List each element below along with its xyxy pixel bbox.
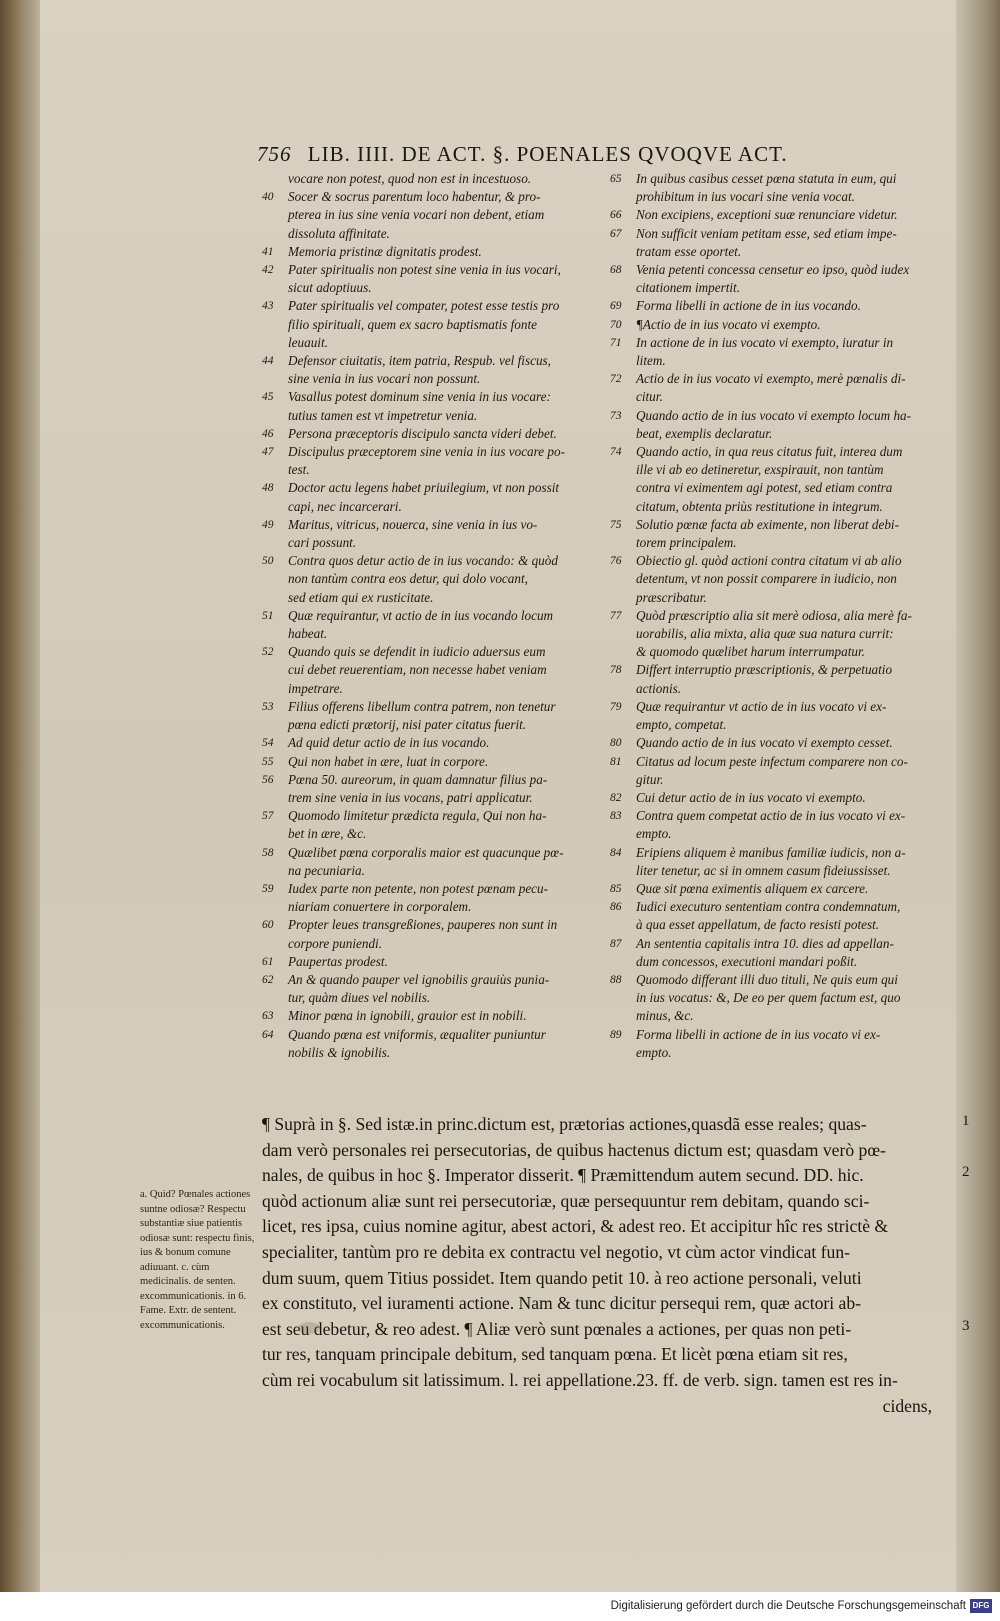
- entry-text: Quomodo differant illi duo tituli, Ne quis eum qui: [636, 971, 898, 987]
- summary-entry: [262, 807, 592, 843]
- summary-entry: [262, 844, 592, 880]
- entry-number: [262, 989, 288, 1007]
- entry-number: [610, 1044, 636, 1062]
- footer-credit: Digitalisierung gefördert durch die Deutsche Forschungsgemeinschaft: [610, 1600, 966, 1612]
- entry-text: Minor pœna in ignobili, grauior est in nobili.: [288, 1008, 527, 1024]
- entry-number: [262, 461, 288, 479]
- running-header: [257, 142, 897, 167]
- entry-text: trem sine venia in ius vocans, patri applicatur.: [288, 789, 533, 805]
- entry-text: In quibus casibus cesset pœna statuta in eum, qui: [636, 171, 897, 186]
- summary-entry: [262, 698, 592, 734]
- entry-number: 41: [262, 245, 274, 258]
- entry-text: Socer & socrus parentum loco habentur, & pro-: [288, 189, 541, 205]
- entry-text: pterea in ius sine venia vocari non debent, etiam: [288, 207, 545, 223]
- entry-text: Pater spiritualis vel compater, potest esse testis pro: [288, 298, 560, 314]
- entry-text: Maritus, vitricus, nouerca, sine venia in ius vo-: [288, 516, 538, 532]
- entry-number: [610, 771, 636, 789]
- entry-text: An & quando pauper vel ignobilis grauiùs punia-: [288, 971, 550, 987]
- page-edges: [956, 0, 1000, 1621]
- summary-entry: [262, 971, 592, 1007]
- summary-entry: [610, 407, 950, 443]
- summary-entry: [262, 425, 592, 443]
- page-number: 756: [257, 142, 292, 166]
- entry-number: 75: [610, 518, 622, 531]
- summary-entry: [610, 1026, 950, 1062]
- entry-number: [262, 589, 288, 607]
- entry-number: 65: [610, 173, 622, 185]
- entry-number: [262, 334, 288, 352]
- entry-text: Non excipiens, exceptioni suæ renunciare videtur.: [636, 207, 898, 223]
- entry-text: Quòd præscriptio alia sit merè odiosa, alia merè fa-: [636, 607, 912, 623]
- entry-number: 86: [610, 901, 622, 914]
- summary-entry: [610, 698, 950, 734]
- summary-entry: [262, 479, 592, 515]
- entry-text: empto.: [636, 826, 672, 842]
- summary-entry: [610, 734, 950, 752]
- entry-number: [610, 388, 636, 406]
- entry-text: Quomodo limitetur prædicta regula, Qui non ha-: [288, 808, 547, 824]
- entry-text: Actio de in ius vocato vi exempto, merè pœnalis di-: [636, 371, 906, 387]
- entry-text: gitur.: [636, 771, 664, 787]
- entry-text: An sententia capitalis intra 10. dies ad appellan-: [636, 935, 894, 951]
- summary-entry: [610, 789, 950, 807]
- entry-number: [610, 279, 636, 297]
- entry-number: 79: [610, 700, 622, 713]
- summary-entry: [262, 643, 592, 698]
- entry-number: 68: [610, 264, 622, 277]
- entry-text: præscribatur.: [636, 589, 707, 605]
- entry-number: [262, 661, 288, 679]
- entry-text: contra vi eximentem agi potest, sed etiam contra: [636, 480, 893, 496]
- entry-number: 56: [262, 773, 274, 786]
- entry-text: In actione de in ius vocato vi exempto, iuratur in: [636, 334, 894, 350]
- entry-text: cari possunt.: [288, 535, 357, 551]
- entry-number: 54: [262, 737, 274, 750]
- summary-entry: [262, 188, 592, 243]
- entry-number: [262, 716, 288, 734]
- summary-entry: [262, 1007, 592, 1025]
- summary-entry: [262, 1026, 592, 1062]
- entry-text: Venia petenti concessa censetur eo ipso, quòd iudex: [636, 262, 910, 278]
- entry-text: minus, &c.: [636, 1008, 694, 1024]
- entry-number: [262, 498, 288, 516]
- entry-text: Quando actio de in ius vocato vi exempto locum ha-: [636, 407, 912, 423]
- entry-text: tur, quàm diues vel nobilis.: [288, 990, 431, 1006]
- entry-text: niariam conuertere in corporalem.: [288, 899, 472, 915]
- summary-entry: [262, 443, 592, 479]
- summary-entry: [610, 971, 950, 1026]
- entry-text: Quæ requirantur vt actio de in ius vocato vi ex-: [636, 698, 887, 714]
- entry-number: 50: [262, 555, 274, 568]
- entry-number: [610, 498, 636, 516]
- summary-entry: [610, 661, 950, 697]
- entry-number: [610, 570, 636, 588]
- entry-number: 70: [610, 318, 622, 331]
- entry-text: ¶Actio de in ius vocato vi exempto.: [636, 316, 821, 332]
- summary-entry: [262, 916, 592, 952]
- entry-number: 60: [262, 919, 274, 932]
- entry-number: [262, 279, 288, 297]
- entry-text: non tantùm contra eos detur, qui dolo vocant,: [288, 571, 528, 587]
- entry-number: [610, 534, 636, 552]
- entry-number: 51: [262, 609, 274, 622]
- entry-text: citatum, obtenta priùs restitutione in integrum.: [636, 498, 883, 514]
- summary-entry: [262, 352, 592, 388]
- entry-text: impetrare.: [288, 680, 343, 696]
- entry-text: filio spirituali, quem ex sacro baptismatis fonte: [288, 316, 537, 332]
- entry-text: Iudex parte non petente, non potest pœnam pecu-: [288, 880, 549, 896]
- entry-text: Contra quem competat actio de in ius vocato vi ex-: [636, 808, 906, 824]
- entry-number: 46: [262, 427, 274, 440]
- entry-text: tratam esse oportet.: [636, 243, 742, 259]
- entry-number: [610, 479, 636, 497]
- entry-number: [262, 206, 288, 224]
- entry-number: [262, 825, 288, 843]
- entry-text: leuauit.: [288, 334, 328, 350]
- text-line: est seu debetur, & reo adest. ¶ Aliæ verò sunt pœnales a actiones, per quas non peti-: [262, 1318, 852, 1339]
- entry-number: [610, 643, 636, 661]
- entry-number: [610, 425, 636, 443]
- entry-number: 74: [610, 446, 622, 459]
- entry-text: Paupertas prodest.: [288, 953, 388, 969]
- entry-text: sicut adoptiuus.: [288, 280, 372, 296]
- entry-number: [262, 316, 288, 334]
- entry-text: pœna edicti prætorij, nisi pater citatus fuerit.: [288, 717, 527, 733]
- entry-number: [262, 170, 288, 188]
- margin-number: 2: [962, 1164, 970, 1180]
- text-line: dam verò personales rei persecutorias, de quibus hactenus dictum est; quasdam verò pœ-: [262, 1139, 886, 1160]
- entry-number: 73: [610, 409, 622, 422]
- entry-number: [262, 570, 288, 588]
- text-line: ex constituto, vel iuramenti actione. Nam & tunc dicitur persequi rem, quæ actori ab-: [262, 1293, 861, 1314]
- entry-number: 64: [262, 1028, 274, 1041]
- entry-number: 67: [610, 227, 622, 240]
- running-title: LIB. IIII. DE ACT. §. POENALES QVOQVE ACT.: [307, 142, 788, 166]
- entry-number: [610, 680, 636, 698]
- entry-number: 88: [610, 973, 622, 986]
- entry-number: 53: [262, 700, 274, 713]
- entry-number: 76: [610, 555, 622, 568]
- entry-number: [262, 935, 288, 953]
- entry-text: Vasallus potest dominum sine venia in ius vocare:: [288, 389, 551, 405]
- entry-number: 49: [262, 518, 274, 531]
- entry-number: 81: [610, 755, 622, 768]
- text-line: cidens,: [882, 1395, 932, 1416]
- summary-entry: [262, 607, 592, 643]
- entry-text: Quando pœna est vniformis, æqualiter puniuntur: [288, 1026, 546, 1042]
- entry-number: 57: [262, 810, 274, 823]
- entry-text: Differt interruptio præscriptionis, & perpetuatio: [636, 662, 893, 678]
- entry-text: Contra quos detur actio de in ius vocando: & quòd: [288, 553, 558, 569]
- summary-entry: [610, 880, 950, 898]
- entry-text: Cui detur actio de in ius vocato vi exempto.: [636, 789, 866, 805]
- text-line: licet, res ipsa, cuius nomine agitur, abest actori, & adest reo. Et accipitur hîc res strictè &: [262, 1216, 889, 1237]
- entry-text: Obiectio gl. quòd actioni contra citatum vi ab alio: [636, 553, 902, 569]
- summary-entry: [610, 516, 950, 552]
- summary-right-column: [610, 170, 950, 1062]
- entry-number: [610, 916, 636, 934]
- ink-smudge: [298, 1322, 320, 1334]
- entry-number: 61: [262, 955, 274, 968]
- entry-number: [262, 1044, 288, 1062]
- summary-entry: [262, 261, 592, 297]
- entry-text: Forma libelli in actione de in ius vocando.: [636, 298, 861, 314]
- entry-text: Quæ sit pœna eximentis aliquem ex carcere.: [636, 880, 869, 896]
- entry-number: [610, 352, 636, 370]
- digitization-footer: [0, 1592, 1000, 1621]
- entry-number: [262, 370, 288, 388]
- entry-text: Doctor actu legens habet priuilegium, vt non possit: [288, 480, 560, 496]
- summary-entry: [610, 334, 950, 370]
- entry-number: 77: [610, 609, 622, 622]
- entry-number: [262, 898, 288, 916]
- entry-number: [262, 680, 288, 698]
- entry-number: 87: [610, 937, 622, 950]
- entry-text: Quando actio de in ius vocato vi exempto cesset.: [636, 735, 893, 751]
- entry-number: 44: [262, 355, 274, 368]
- summary-entry: [610, 552, 950, 607]
- entry-number: 78: [610, 664, 622, 677]
- entry-text: Persona præceptoris discipulo sancta videri debet.: [288, 425, 557, 441]
- entry-number: 45: [262, 391, 274, 404]
- entry-text: dissoluta affinitate.: [288, 225, 390, 241]
- entry-number: [610, 953, 636, 971]
- text-line: cùm rei vocabulum sit latissimum. l. rei appellatione.23. ff. de verb. sign. tamen est res in-: [262, 1369, 898, 1390]
- text-line: specialiter, tantùm pro re debita ex contractu vel negotio, vt cùm actor vindicat fun-: [262, 1241, 850, 1262]
- entry-number: 48: [262, 482, 274, 495]
- entry-number: [610, 989, 636, 1007]
- entry-number: [610, 243, 636, 261]
- entry-text: Pœna 50. aureorum, in quam damnatur filius pa-: [288, 771, 548, 787]
- entry-number: 72: [610, 373, 622, 386]
- entry-number: [610, 188, 636, 206]
- entry-text: Pater spiritualis non potest sine venia in ius vocari,: [288, 262, 561, 278]
- entry-number: [610, 716, 636, 734]
- entry-number: 85: [610, 882, 622, 895]
- summary-left-column: [262, 170, 592, 1062]
- main-text: [262, 1112, 932, 1419]
- entry-text: citationem impertit.: [636, 280, 741, 296]
- entry-number: 80: [610, 737, 622, 750]
- entry-text: beat, exemplis declaratur.: [636, 425, 773, 441]
- entry-text: Propter leues transgreßiones, pauperes non sunt in: [288, 917, 558, 933]
- entry-text: Quando quis se defendit in iudicio aduersus eum: [288, 644, 546, 660]
- entry-text: Solutio pœnæ facta ab eximente, non liberat debi-: [636, 516, 899, 532]
- entry-text: sine venia in ius vocari non possunt.: [288, 371, 481, 387]
- entry-text: Ad quid detur actio de in ius vocando.: [288, 735, 490, 751]
- summary-entry: [610, 316, 950, 334]
- entry-number: [262, 862, 288, 880]
- summary-entry: [262, 170, 592, 188]
- entry-number: 52: [262, 646, 274, 659]
- summary-entry: [262, 753, 592, 771]
- entry-text: litem.: [636, 353, 666, 369]
- summary-entry: [262, 552, 592, 607]
- summary-entry: [610, 297, 950, 315]
- text-line: dum suum, quem Titius possidet. Item quando petit 10. à reo actione personali, veluti: [262, 1267, 862, 1288]
- entry-text: Qui non habet in ære, luat in corpore.: [288, 753, 489, 769]
- entry-text: & quomodo quælibet harum interrumpatur.: [636, 644, 865, 660]
- summary-entry: [610, 807, 950, 843]
- entry-text: Memoria pristinæ dignitatis prodest.: [288, 243, 482, 259]
- entry-text: Forma libelli in actione de in ius vocato vi ex-: [636, 1026, 881, 1042]
- summary-entry: [262, 516, 592, 552]
- entry-text: à qua esset appellatum, de facto resisti potest.: [636, 917, 880, 933]
- entry-text: actionis.: [636, 680, 682, 696]
- entry-number: 62: [262, 973, 274, 986]
- entry-number: 40: [262, 191, 274, 204]
- entry-number: 47: [262, 446, 274, 459]
- entry-number: 69: [610, 300, 622, 313]
- entry-text: Discipulus præceptorem sine venia in ius vocare po-: [288, 444, 566, 460]
- margin-number: 1: [962, 1113, 970, 1129]
- summary-entry: [610, 844, 950, 880]
- margin-number: 3: [962, 1318, 970, 1334]
- marginal-note: a. Quid? Pœnales actiones suntne odiosæ? Respectu substantiæ siue patientis odiosæ sunt: respectu finis, ius & bonum comune adiuuant. c. cùm medicinalis. de senten. excommunicationis. in 6. Fame. Extr. de sentent. excommunicationis.: [140, 1189, 255, 1331]
- entry-number: 42: [262, 264, 274, 277]
- entry-number: [262, 534, 288, 552]
- summary-entry: [262, 297, 592, 352]
- entry-text: na pecuniaria.: [288, 862, 365, 878]
- dfg-logo: DFG: [970, 1599, 992, 1613]
- summary-entry: [610, 206, 950, 224]
- summary-entry: [610, 443, 950, 516]
- entry-number: 89: [610, 1028, 622, 1041]
- summary-entry: [262, 953, 592, 971]
- entry-text: empto.: [636, 1044, 672, 1060]
- entry-text: tutius tamen est vt impetretur venia.: [288, 407, 478, 423]
- text-line: nales, de quibus in hoc §. Imperator disserit. ¶ Præmittendum autem secund. DD. hic.: [262, 1165, 864, 1186]
- summary-entry: [262, 734, 592, 752]
- summary-entry: [610, 170, 950, 206]
- entry-text: capi, nec incarcerari.: [288, 498, 402, 514]
- entry-text: empto, competat.: [636, 717, 727, 733]
- summary-entry: [610, 370, 950, 406]
- summary-entry: [610, 261, 950, 297]
- book-gutter: [0, 0, 40, 1621]
- entry-text: test.: [288, 462, 310, 478]
- summary-entry: [262, 243, 592, 261]
- entry-number: 82: [610, 791, 622, 804]
- entry-text: vocare non potest, quod non est in incestuoso.: [288, 171, 532, 186]
- entry-number: 84: [610, 846, 622, 859]
- entry-text: Defensor ciuitatis, item patria, Respub. vel fiscus,: [288, 353, 551, 369]
- summary-entry: [262, 771, 592, 807]
- entry-text: Eripiens aliquem è manibus familiæ iudicis, non a-: [636, 844, 906, 860]
- text-line: quòd actionum aliæ sunt rei persecutoriæ, quæ persequuntur rem debitam, quando sci-: [262, 1190, 870, 1211]
- entry-number: [610, 461, 636, 479]
- entry-number: 66: [610, 209, 622, 222]
- entry-text: Filius offerens libellum contra patrem, non tenetur: [288, 698, 556, 714]
- summary-entry: [610, 898, 950, 934]
- summary-entry: [610, 225, 950, 261]
- entry-number: 59: [262, 882, 274, 895]
- entry-number: 43: [262, 300, 274, 313]
- entry-text: liter tenetur, ac si in omnem casum fideiussisset.: [636, 862, 891, 878]
- entry-text: torem principalem.: [636, 535, 737, 551]
- entry-text: cui debet reuerentiam, non necesse habet veniam: [288, 662, 547, 678]
- entry-text: sed etiam qui ex rusticitate.: [288, 589, 434, 605]
- entry-text: Quælibet pœna corporalis maior est quacunque pœ-: [288, 844, 564, 860]
- entry-text: in ius vocatus: &, De eo per quem factum est, quo: [636, 990, 901, 1006]
- entry-number: 58: [262, 846, 274, 859]
- entry-number: [262, 625, 288, 643]
- entry-number: 55: [262, 755, 274, 768]
- entry-number: [262, 225, 288, 243]
- entry-text: Quando actio, in qua reus citatus fuit, interea dum: [636, 444, 903, 460]
- entry-text: uorabilis, alia mixta, alia quæ sua natura currit:: [636, 626, 894, 642]
- entry-number: 63: [262, 1010, 274, 1023]
- text-line: tur res, tanquam principale debitum, sed tanquam pœna. Et licèt pœna etiam sit res,: [262, 1344, 848, 1365]
- text-line: ¶ Suprà in §. Sed istæ.in princ.dictum est, prætorias actiones,quasdã esse reales; quas-: [262, 1114, 867, 1134]
- entry-text: nobilis & ignobilis.: [288, 1044, 391, 1060]
- entry-text: citur.: [636, 389, 663, 405]
- entry-text: detentum, vt non possit comparere in iudicio, non: [636, 571, 897, 587]
- entry-text: habeat.: [288, 626, 328, 642]
- entry-number: 83: [610, 810, 622, 823]
- entry-text: dum concessos, executioni mandari poßit.: [636, 953, 858, 969]
- entry-text: Quæ requirantur, vt actio de in ius vocando locum: [288, 607, 554, 623]
- entry-number: 71: [610, 336, 622, 349]
- entry-text: bet in ære, &c.: [288, 826, 367, 842]
- summary-entry: [262, 388, 592, 424]
- entry-text: Non sufficit veniam petitam esse, sed etiam impe-: [636, 225, 897, 241]
- entry-number: [610, 862, 636, 880]
- entry-number: [262, 407, 288, 425]
- entry-text: Citatus ad locum peste infectum comparere non co-: [636, 753, 908, 769]
- entry-number: [610, 589, 636, 607]
- entry-number: [610, 625, 636, 643]
- summary-entry: [262, 880, 592, 916]
- summary-entry: [610, 935, 950, 971]
- entry-number: [610, 1007, 636, 1025]
- summary-entry: [610, 607, 950, 662]
- entry-number: [262, 789, 288, 807]
- summary-entry: [610, 753, 950, 789]
- entry-text: corpore puniendi.: [288, 935, 383, 951]
- entry-text: Iudici executuro sententiam contra condemnatum,: [636, 899, 901, 915]
- entry-number: [610, 825, 636, 843]
- entry-text: ille vi ab eo detineretur, exspirauit, non tantùm: [636, 462, 884, 478]
- entry-text: prohibitum in ius vocari sine venia vocat.: [636, 189, 855, 205]
